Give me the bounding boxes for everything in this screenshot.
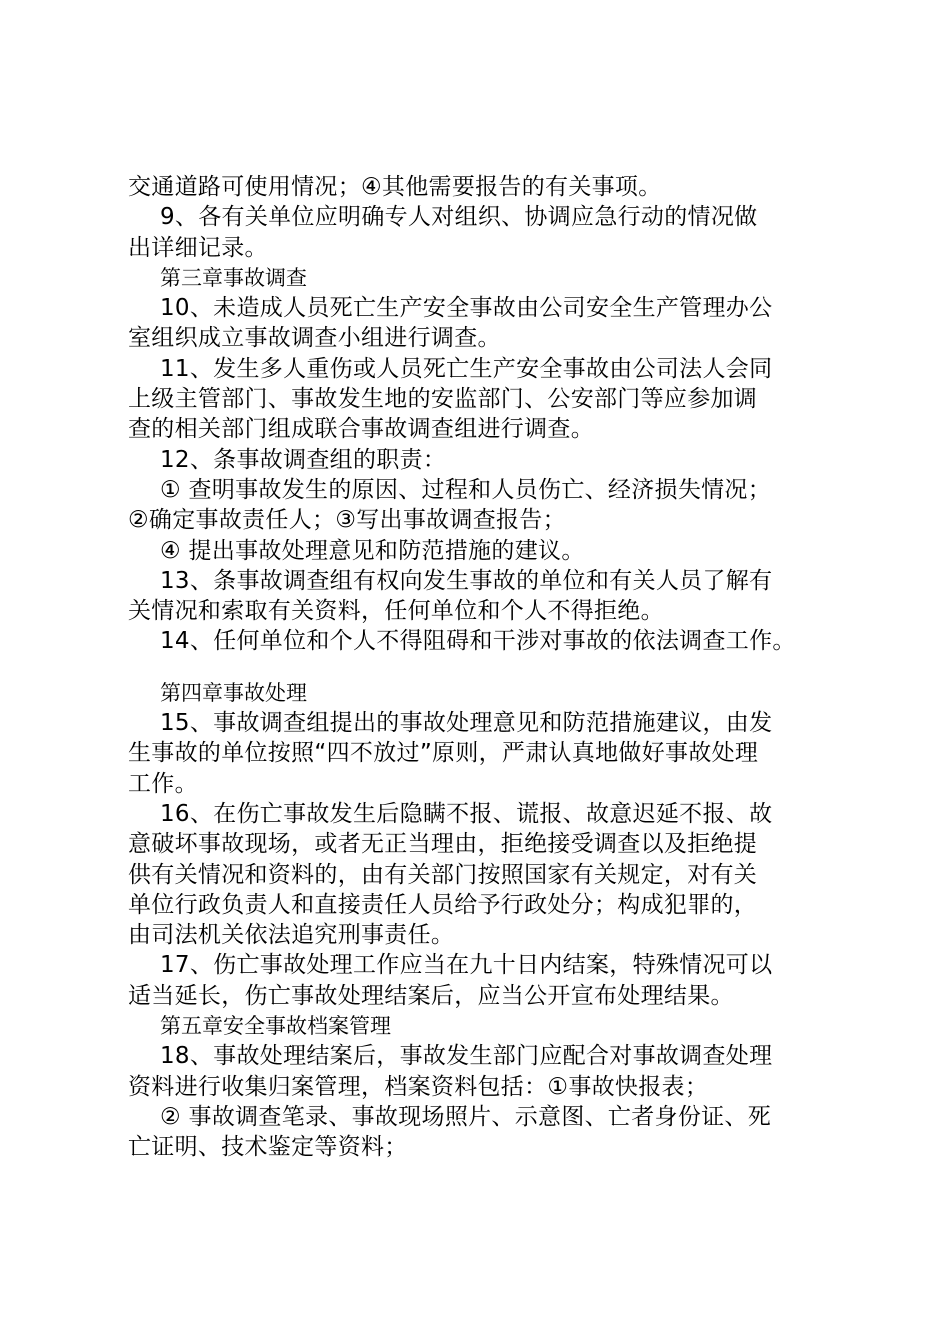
text-line: 适当延长，伤亡事故处理结案后，应当公开宣布处理结果。: [128, 982, 734, 1009]
document-page: [128, 172, 834, 1163]
chapter-3-heading: 第三章事故调查: [160, 265, 307, 290]
blank-line: [128, 657, 834, 678]
text-line: 意破坏事故现场，或者无正当理由，拒绝接受调查以及拒绝提: [128, 831, 758, 858]
text-line: ②确定事故责任人；③写出事故调查报告；: [128, 507, 566, 534]
paragraph-16: 16、在伤亡事故发生后隐瞒不报、谎报、故意迟延不报、故: [160, 800, 773, 827]
paragraph-13: 13、条事故调查组有权向发生事故的单位和有关人员了解有: [160, 567, 773, 594]
text-line: 查的相关部门组成联合事故调查组进行调查。: [128, 416, 594, 443]
paragraph-9: 9、各有关单位应明确专人对组织、协调应急行动的情况做: [160, 204, 758, 231]
text-line: 交通道路可使用情况；④其他需要报告的有关事项。: [128, 174, 662, 200]
text-line: 工作。: [128, 770, 198, 797]
paragraph-14: 14、任何单位和个人不得阻碍和干涉对事故的依法调查工作。: [160, 628, 796, 655]
paragraph-18: 18、事故处理结案后，事故发生部门应配合对事故调查处理: [160, 1043, 773, 1070]
text-line: 供有关情况和资料的，由有关部门按照国家有关规定，对有关: [128, 861, 758, 888]
text-line: 由司法机关依法追究刑事责任。: [128, 922, 455, 949]
paragraph-12: 12、条事故调查组的职责：: [160, 446, 447, 473]
paragraph-15: 15、事故调查组提出的事故处理意见和防范措施建议，由发: [160, 710, 773, 737]
text-line: 上级主管部门、事故发生地的安监部门、公安部门等应参加调: [128, 386, 758, 413]
text-line: 室组织成立事故调查小组进行调查。: [128, 325, 501, 352]
list-item: ④ 提出事故处理意见和防范措施的建议。: [160, 537, 585, 564]
text-line: 亡证明、技术鉴定等资料；: [128, 1134, 408, 1161]
text-line: 生事故的单位按照“四不放过”原则，严肃认真地做好事故处理: [128, 740, 759, 767]
paragraph-10: 10、未造成人员死亡生产安全事故由公司安全生产管理办公: [160, 295, 773, 322]
paragraph-11: 11、发生多人重伤或人员死亡生产安全事故由公司法人会同: [160, 355, 773, 382]
text-line: 资料进行收集归案管理，档案资料包括：①事故快报表；: [128, 1073, 709, 1100]
chapter-5-heading: 第五章安全事故档案管理: [160, 1014, 391, 1039]
text-line: 关情况和索取有关资料，任何单位和个人不得拒绝。: [128, 598, 664, 625]
text-line: 出详细记录。: [128, 234, 268, 261]
list-item: ① 查明事故发生的原因、过程和人员伤亡、经济损失情况；: [160, 476, 772, 503]
list-item: ② 事故调查笔录、事故现场照片、示意图、亡者身份证、死: [160, 1103, 772, 1130]
text-line: 单位行政负责人和直接责任人员给予行政处分；构成犯罪的，: [128, 891, 758, 918]
paragraph-17: 17、伤亡事故处理工作应当在九十日内结案，特殊情况可以: [160, 952, 773, 979]
chapter-4-heading: 第四章事故处理: [160, 680, 307, 705]
